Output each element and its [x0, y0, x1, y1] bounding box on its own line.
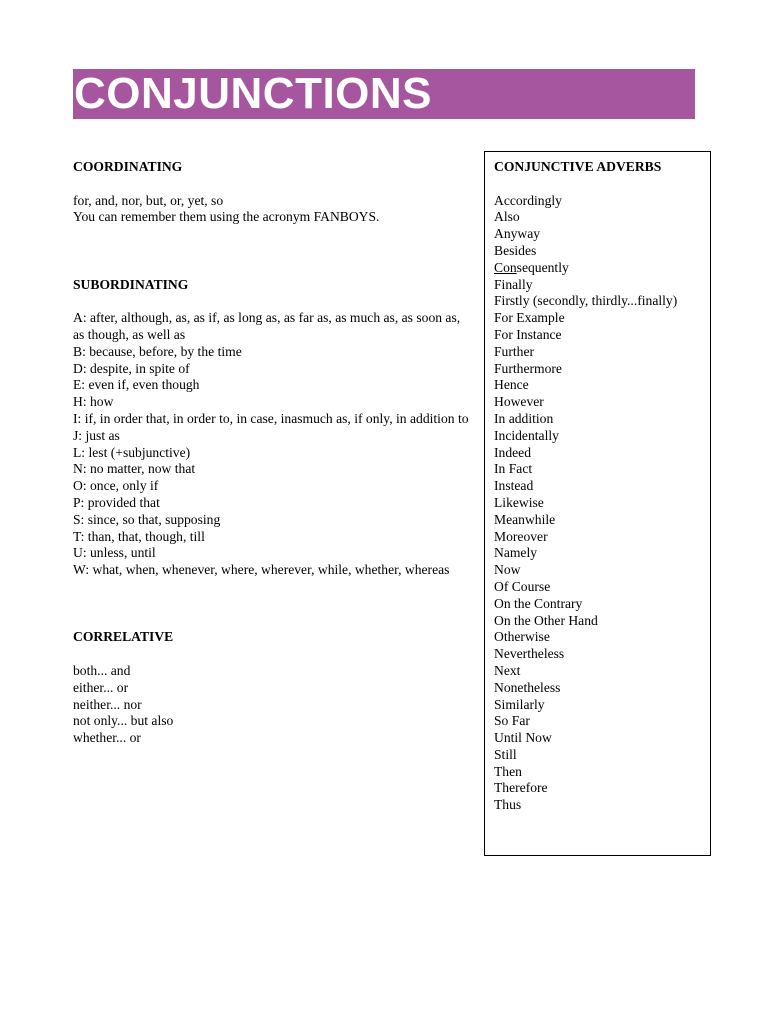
- coordinating-heading: COORDINATING: [73, 159, 183, 174]
- adverb-item: So Far: [494, 713, 530, 729]
- conjunctive-adverbs-list: [494, 193, 709, 814]
- adverb-item: For Example: [494, 310, 565, 326]
- coordinating-line: You can remember them using the acronym FANBOYS.: [73, 209, 380, 225]
- adverb-item: Finally: [494, 276, 533, 292]
- adverb-item: Indeed: [494, 444, 531, 460]
- adverb-item: Anyway: [494, 226, 541, 242]
- adverb-item: Incidentally: [494, 427, 559, 443]
- correlative-heading: CORRELATIVE: [73, 629, 174, 645]
- correlative-line: either... or: [73, 679, 129, 695]
- adverb-item: Nonetheless: [494, 679, 561, 695]
- adverb-item: Next: [494, 662, 521, 678]
- adverb-item: In Fact: [494, 461, 533, 477]
- adverb-item: Still: [494, 746, 517, 762]
- subordinating-entry: S: since, so that, supposing: [73, 511, 221, 527]
- adverb-item: Now: [494, 562, 521, 578]
- subordinating-entry: A: after, although, as, as if, as long as, as far as, as much as, as soon as, as though, as well as: [73, 310, 461, 342]
- coordinating-line: for, and, nor, but, or, yet, so: [73, 192, 224, 208]
- conjunctive-adverbs-heading: CONJUNCTIVE ADVERBS: [494, 159, 662, 174]
- adverb-item: Then: [494, 763, 522, 779]
- subordinating-entry: I: if, in order that, in order to, in case, inasmuch as, if only, in addition to: [73, 410, 469, 426]
- left-column: [73, 159, 473, 747]
- subordinating-entry: H: how: [73, 394, 114, 410]
- subordinating-entry: T: than, that, though, till: [73, 528, 205, 544]
- adverb-item: On the Other Hand: [494, 612, 598, 628]
- adverb-item: Besides: [494, 242, 537, 258]
- subordinating-entry: P: provided that: [73, 494, 160, 510]
- title-banner: [73, 69, 695, 119]
- adverb-item: Instead: [494, 478, 534, 494]
- correlative-line: whether... or: [73, 730, 141, 746]
- adverb-item: Thus: [494, 797, 522, 813]
- adverb-item: Furthermore: [494, 360, 562, 376]
- page-title: CONJUNCTIONS: [74, 69, 433, 118]
- adverb-item: Meanwhile: [494, 511, 556, 527]
- adverb-item: Further: [494, 343, 535, 359]
- adverb-item: Accordingly: [494, 192, 562, 208]
- correlative-line: neither... nor: [73, 696, 142, 712]
- adverb-item: Therefore: [494, 780, 548, 796]
- adverb-item: Similarly: [494, 696, 545, 712]
- correlative-line: both... and: [73, 662, 131, 678]
- subordinating-entry: O: once, only if: [73, 478, 159, 494]
- subordinating-entry: J: just as: [73, 427, 120, 443]
- adverb-item: Hence: [494, 377, 529, 393]
- correlative-line: not only... but also: [73, 713, 174, 729]
- adverb-item: On the Contrary: [494, 595, 583, 611]
- adverb-item: Moreover: [494, 528, 548, 544]
- adverb-item: Nevertheless: [494, 646, 565, 662]
- adverb-item: Also: [494, 209, 520, 225]
- subordinating-entry: E: even if, even though: [73, 377, 200, 393]
- subordinating-entry: N: no matter, now that: [73, 461, 196, 477]
- adverb-item: Consequently: [494, 259, 569, 275]
- subordinating-entry: U: unless, until: [73, 545, 156, 561]
- adverb-item: Of Course: [494, 578, 551, 594]
- adverb-item: In addition: [494, 410, 554, 426]
- adverb-item: However: [494, 394, 544, 410]
- adverb-item: Namely: [494, 545, 538, 561]
- subordinating-entry: L: lest (+subjunctive): [73, 444, 191, 460]
- subordinating-heading: SUBORDINATING: [73, 276, 189, 292]
- subordinating-entry: W: what, when, whenever, where, wherever, while, whether, whereas: [73, 562, 450, 578]
- adverb-item: Otherwise: [494, 629, 550, 645]
- adverb-item: For Instance: [494, 326, 562, 342]
- conjunctive-adverbs-box: [484, 151, 711, 856]
- subordinating-entry: D: despite, in spite of: [73, 360, 190, 376]
- subordinating-entry: B: because, before, by the time: [73, 343, 242, 359]
- adverb-item: Until Now: [494, 730, 552, 746]
- adverb-item: Firstly (secondly, thirdly...finally): [494, 293, 678, 309]
- adverb-item: Likewise: [494, 494, 544, 510]
